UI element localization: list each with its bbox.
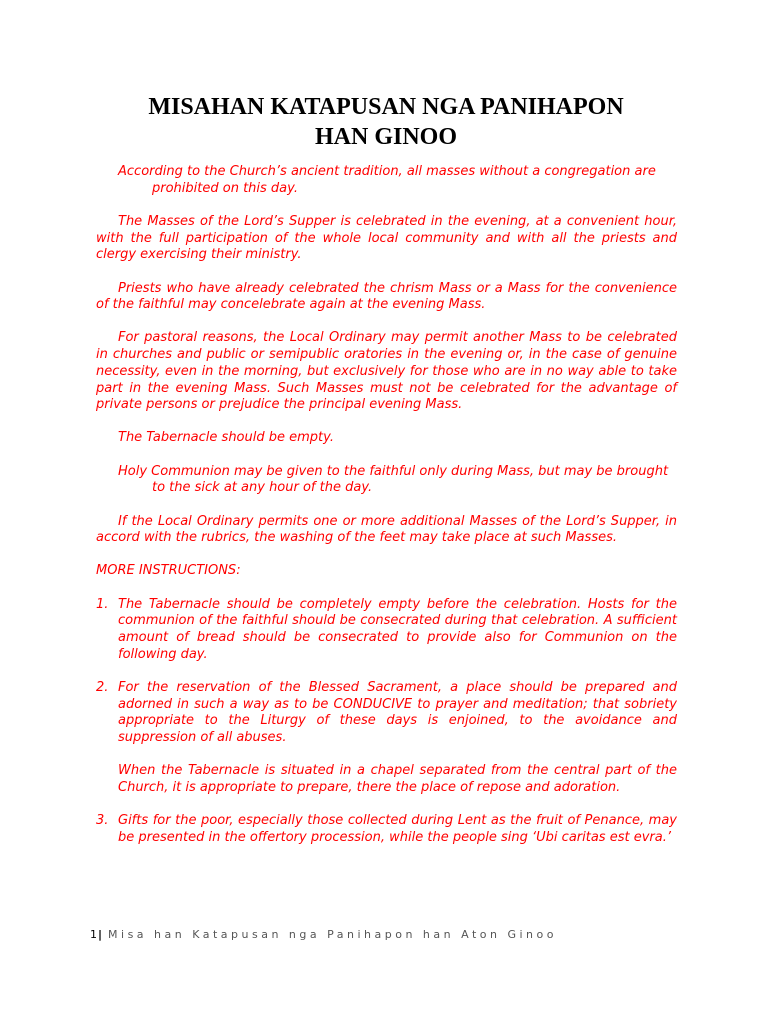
list-item-number: 3. [96,813,109,829]
footer-text: Misa han Katapusan nga Panihapon han Aton Ginoo [108,928,557,941]
document-body [96,164,677,863]
intro-paragraph-3: Priests who have already celebrated the chrism Mass or a Mass for the convenience of the faithful may concelebrate again at the evening Mass. [96,280,677,313]
title-line-2: HAN GINOO [314,124,457,150]
section-heading: MORE INSTRUCTIONS: [96,563,241,579]
list-item-number: 1. [96,596,109,612]
page-footer [90,928,557,941]
title-line-1: MISAHAN KATAPUSAN NGA PANIHAPON [148,94,624,120]
list-item-text: Gifts for the poor, especially those collected during Lent as the fruit of Penance, may be presented in the offertory procession, while the people sing ‘Ubi caritas est evra.’ [118,813,677,845]
list-item-subparagraph: When the Tabernacle is situated in a chapel separated from the central part of the Church, it is appropriate to prepare, there the place of repose and adoration. [118,763,677,795]
intro-paragraph-1: According to the Church’s ancient tradition, all masses without a congregation are prohibited on this day. [118,164,656,196]
page-title [96,92,676,152]
instructions-list [96,597,677,847]
list-item-text: For the reservation of the Blessed Sacrament, a place should be prepared and adorned in such a way as to be CONDUCIVE to prayer and meditation; that sobriety appropriate to the Liturgy of these days is enjoined, to the avoidance and suppression of all abuses. [118,679,677,746]
list-item-text: The Tabernacle should be completely empty before the celebration. Hosts for the communion of the faithful should be consecrated during that celebration. A sufficient amount of bread should be consecrated to provide also for Communion on the following day. [118,596,677,662]
list-item [96,813,677,846]
list-item [96,680,677,797]
footer-separator: | [98,928,103,941]
list-item-number: 2. [96,679,109,695]
intro-paragraph-7: If the Local Ordinary permits one or more additional Masses of the Lord’s Supper, in accord with the rubrics, the washing of the feet may take place at such Masses. [96,513,677,546]
intro-paragraph-2: The Masses of the Lord’s Supper is celebrated in the evening, at a convenient hour, with the full participation of the whole local community and with all the priests and clergy exercising their ministry. [96,213,677,263]
page-number: 1 [90,928,97,941]
intro-paragraph-4: For pastoral reasons, the Local Ordinary may permit another Mass to be celebrated in churches and public or semipublic oratories in the evening or, in the case of genuine necessity, even in the morning, but exclusively for those who are in no way able to take part in the evening Mass. Such Masses must not be celebrated for the advantage of private persons or prejudice the principal evening Mass. [96,330,677,413]
list-item [96,597,677,664]
intro-paragraph-5: The Tabernacle should be empty. [118,430,334,446]
intro-paragraph-6: Holy Communion may be given to the faithful only during Mass, but may be brought to the sick at any hour of the day. [118,463,669,496]
